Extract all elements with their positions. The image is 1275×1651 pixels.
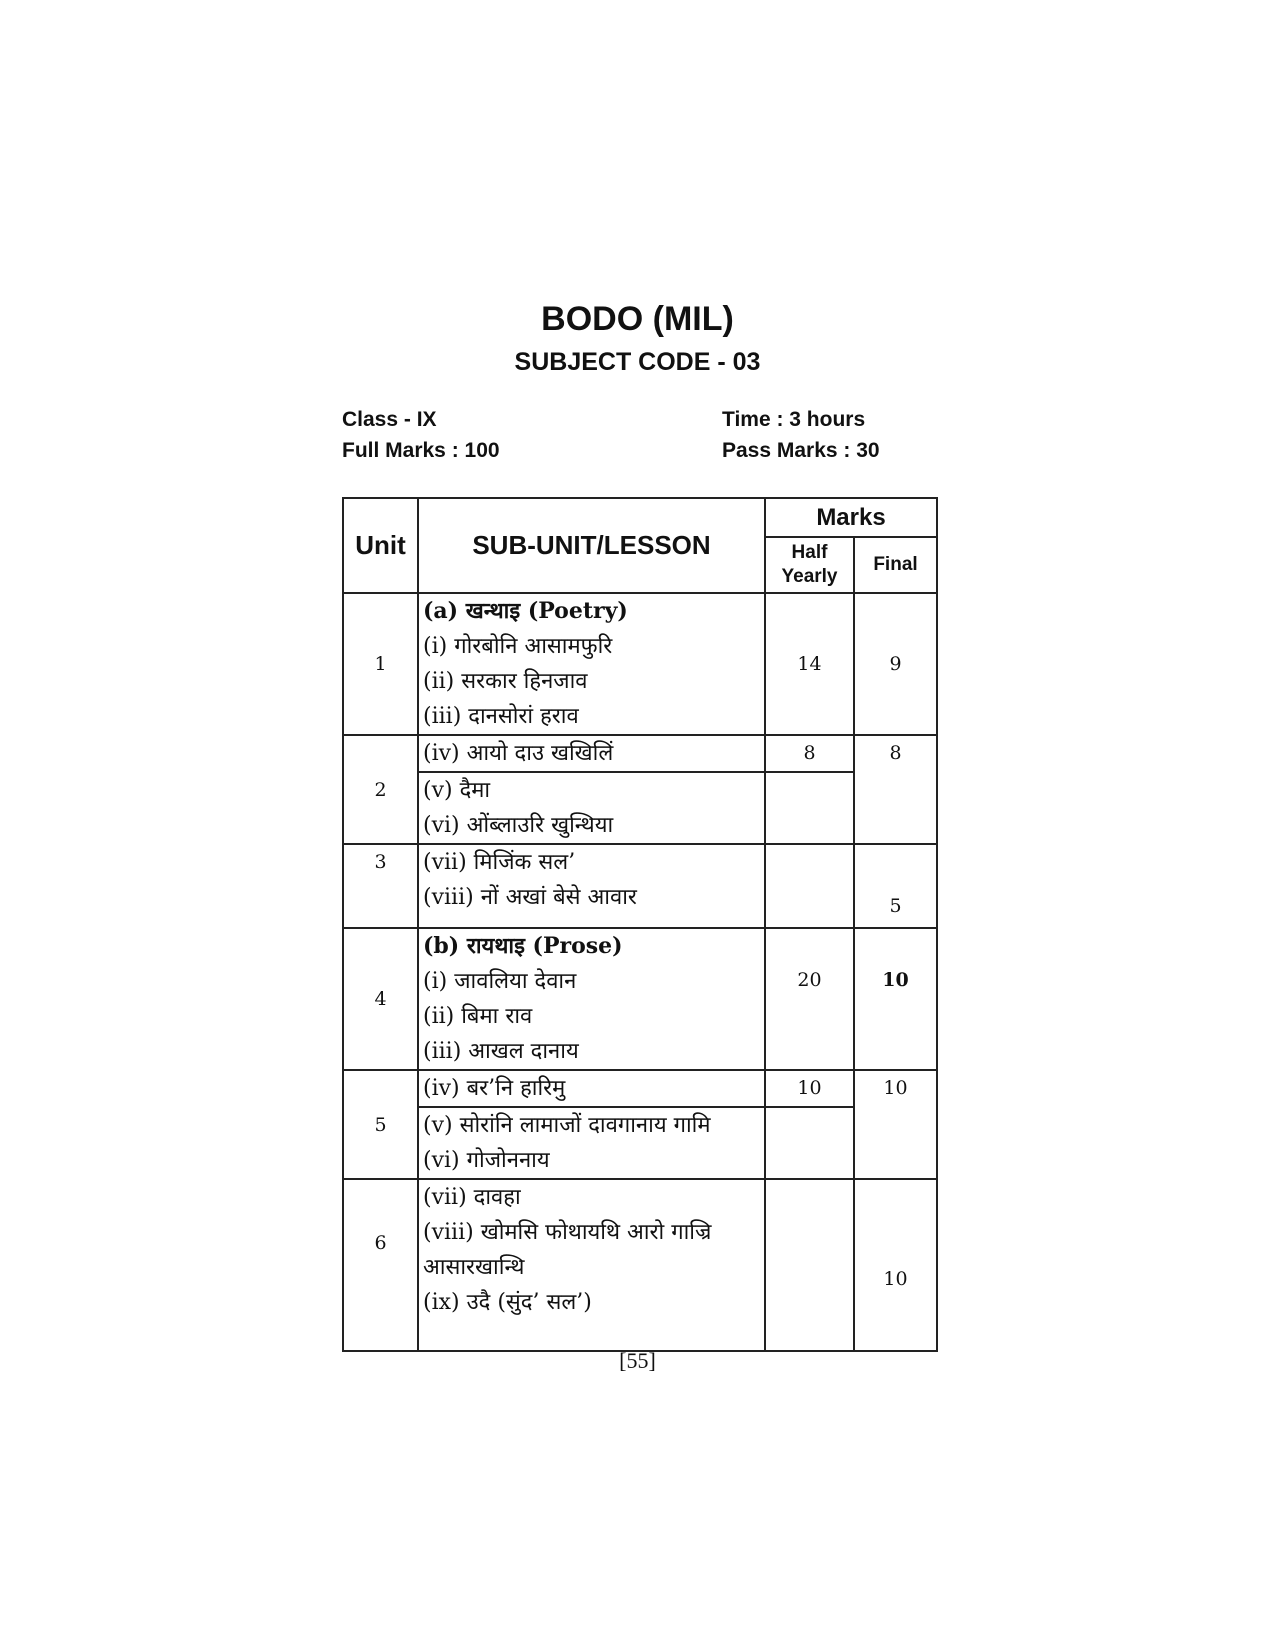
header-unit: Unit [343,498,418,593]
final-cell [854,1070,937,1179]
lesson-line: (iv) बर’नि हारिमु [419,1071,764,1108]
half-yearly-cell [765,735,854,844]
unit-number: 4 [343,928,418,1070]
lesson-cell [418,928,765,1070]
final-marks: 5 [854,844,937,928]
half-yearly-cell [765,1070,854,1179]
unit-number: 3 [343,844,418,928]
section-heading-poetry: (a) खन्थाइ (Poetry) [423,598,628,624]
header-sub-unit: SUB-UNIT/LESSON [418,498,765,593]
final-marks: 9 [854,593,937,735]
pass-marks-label: Pass Marks : 30 [722,439,880,462]
lesson-line: (viii) खोमसि फोथायथि आरो गाज्रि [423,1220,712,1245]
unit-number: 5 [343,1070,418,1179]
table-row [343,1179,937,1351]
header-half-yearly-line-2: Yearly [781,566,838,587]
half-yearly-marks: 10 [766,1071,853,1108]
half-yearly-marks [765,1179,854,1351]
lesson-cell [418,1070,765,1179]
lesson-line: (v) दैमा [423,778,491,803]
page-title: BODO (MIL) [541,300,734,338]
lesson-cell [418,735,765,844]
unit-number: 6 [343,1179,418,1351]
subject-code: SUBJECT CODE - 03 [514,348,761,376]
lesson-line: (ii) सरकार हिनजाव [423,669,588,694]
final-marks: 10 [854,928,937,1070]
lesson-line: आसारखान्थि [423,1255,525,1280]
full-marks-label: Full Marks : 100 [342,439,500,462]
table-row [343,928,937,1070]
lesson-line: (ii) बिमा राव [423,1004,533,1029]
lesson-line: (vi) ओंब्लाउरि खुन्थिया [423,813,614,838]
half-yearly-marks: 8 [766,736,853,773]
header-final: Final [854,537,937,593]
lesson-cell [418,1179,765,1351]
lesson-line: (iv) आयो दाउ खखिलिं [419,736,764,773]
lesson-line: (vii) मिजिंक सल’ [423,850,576,875]
header-half-yearly [765,537,854,593]
half-yearly-marks: 20 [765,928,854,1070]
header-half-yearly-line-1: Half [791,542,828,563]
table-row [343,593,937,735]
half-yearly-marks: 14 [765,593,854,735]
final-marks: 8 [889,742,902,764]
lesson-line: (v) सोरांनि लामाजों दावगानाय गामि [423,1113,711,1138]
table-row [343,735,937,844]
final-cell [854,735,937,844]
header-marks: Marks [765,498,937,537]
unit-number: 1 [343,593,418,735]
lesson-line: (iii) दानसोरां हराव [423,704,579,729]
page-number: [55] [619,1348,656,1373]
class-label: Class - IX [342,408,437,431]
lesson-line: (vii) दावहा [423,1185,521,1210]
unit-number: 2 [343,735,418,844]
syllabus-table [342,497,938,1352]
final-marks: 10 [854,1179,937,1351]
lesson-line: (iii) आखल दानाय [423,1039,579,1064]
table-row [343,844,937,928]
lesson-line: (viii) नों अखां बेसे आवार [423,885,637,910]
lesson-cell [418,844,765,928]
table-row [343,1070,937,1179]
final-marks: 10 [883,1077,908,1099]
lesson-cell [418,593,765,735]
section-heading-prose: (b) रायथाइ (Prose) [423,933,623,959]
lesson-line: (ix) उदै (सुंद’ सल’) [423,1290,592,1315]
lesson-line: (vi) गोजोननाय [423,1148,550,1173]
time-label: Time : 3 hours [722,408,866,431]
lesson-line: (i) जावलिया देवान [423,969,577,994]
half-yearly-marks [765,844,854,928]
lesson-line: (i) गोरबोनि आसामफुरि [423,634,613,659]
